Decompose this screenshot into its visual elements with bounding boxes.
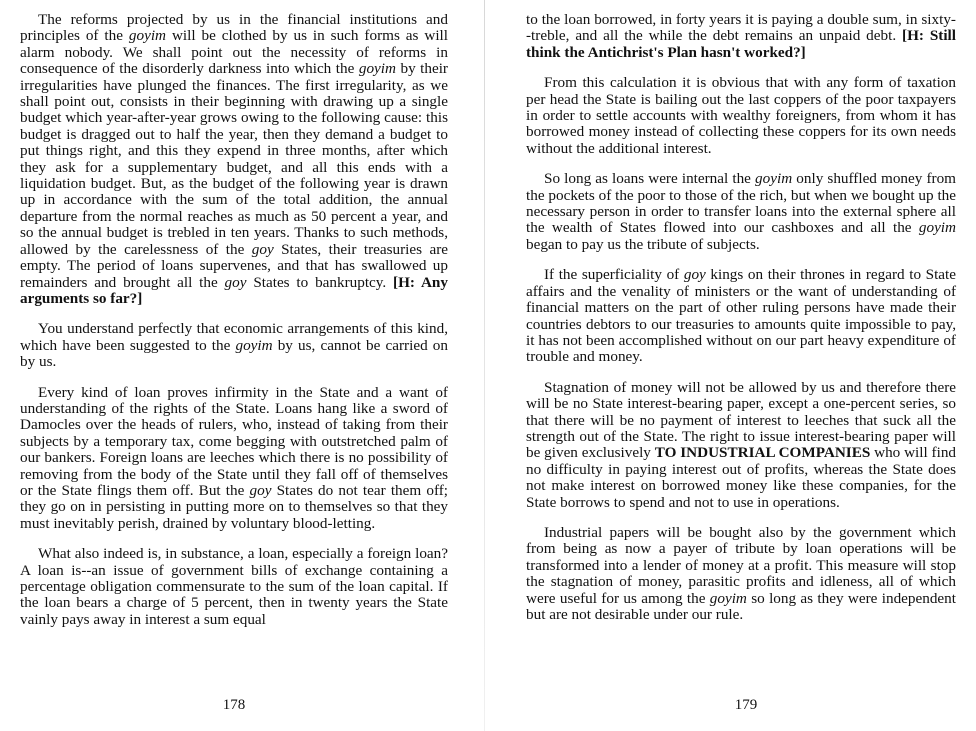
paragraph: Industrial papers will be bought also by the government which from being as now a payer of tribute by loan operations will be transformed into a lender of money at a profit. This measure will stop the stagnation of money, parasitic profits and idleness, all of which were useful for us among the goyim so long as they were independent but are not desirable under our rule. — [526, 523, 956, 623]
page-number-right: 179 — [734, 697, 758, 713]
page-number-left: 178 — [222, 697, 246, 713]
paragraph: Stagnation of money will not be allowed by us and therefore there will be no State interest-bearing paper, except a one-percent series, so that there will be no payment of interest to leeches that suck all the strength out of the State. The right to issue interest-bearing paper will be given exclusively TO INDUSTRIAL COMPANIES who will find no difficulty in paying interest out of profits, whereas the State does not make interest on borrowed money like these companies, for the State borrows to spend and not to use in operations. — [526, 378, 957, 511]
paragraph: So long as loans were internal the goyim only shuffled money from the pockets of the poor to those of the rich, but when we bought up the necessary person in order to transfer loans into the external sphere all the wealth of States flowed into our cashboxes and all the goyim began to pay us the tribute of subjects. — [526, 170, 957, 253]
paragraph: The reforms projected by us in the financial institutions and principles of the goyim will be clothed by us in such forms as will alarm nobody. We shall point out the necessity of reforms in consequence of the disorderly darkness into which the goyim by their irregularities have plunged the finances. The first irregularity, as we shall point out, consists in their beginning with drawing up a single budget which year-after-year grows owing to the following cause: this budget is dragged out to half the year, then they demand a budget to put things right, and this they expend in three months, after which they ask for a supplementary budget, and all this ends with a liquidation budget. But, as the budget of the following year is drawn up in accordance with the sum of the total addition, the annual departure from the normal reaches as much as 50 percent a year, and so the annual budget is trebled in ten years. Thanks to such methods, allowed by the carelessness of the goy States, their treasuries are empty. The period of loans supervenes, and that has swallowed up remainders and brought all the goy States to bankruptcy. [H: Any arguments so far?] — [20, 11, 449, 307]
paragraph: to the loan borrowed, in forty years it is paying a double sum, in sixty--treble, and all the while the debt remains an unpaid debt. [H: Still think the Antichrist's Plan hasn't worked?] — [526, 11, 956, 61]
page-gutter — [484, 0, 485, 731]
paragraph: Every kind of loan proves infirmity in the State and a want of understanding of the rights of the State. Loans hang like a sword of Damocles over the heads of rulers, who, instead of taking from their subjects by a temporary tax, come begging with outstretched palm of our bankers. Foreign loans are leeches which there is no possibility of removing from the body of the State until they fall off of themselves or the State flings them off. But the goy States do not tear them off; they go on in persisting in putting more on to themselves so that they must inevitably perish, drained by voluntary blood-letting. — [20, 383, 449, 532]
left-page-body — [20, 12, 448, 628]
right-page-body — [526, 12, 956, 623]
paragraph: If the superficiality of goy kings on their thrones in regard to State affairs and the venality of ministers or the want of understanding of financial matters on the part of other ruling persons have made their countries debtors to our treasuries to amounts quite impossible to pay, it has not been accomplished without on our part heavy expenditure of trouble and money. — [526, 266, 957, 366]
paragraph: From this calculation it is obvious that with any form of taxation per head the State is bailing out the last coppers of the poor taxpayers in order to settle accounts with wealthy foreigners, from whom it has borrowed money instead of collecting these coppers for its own needs without the additional interest. — [526, 74, 956, 157]
paragraph: You understand perfectly that economic arrangements of this kind, which have been suggested to the goyim by us, cannot be carried on by us. — [20, 320, 448, 371]
paragraph: What also indeed is, in substance, a loan, especially a foreign loan? A loan is--an issue of government bills of exchange containing a percentage obligation commensurate to the sum of the loan capital. If the loan bears a charge of 5 percent, then in twenty years the State vainly pays away in interest a sum equal — [20, 545, 448, 628]
